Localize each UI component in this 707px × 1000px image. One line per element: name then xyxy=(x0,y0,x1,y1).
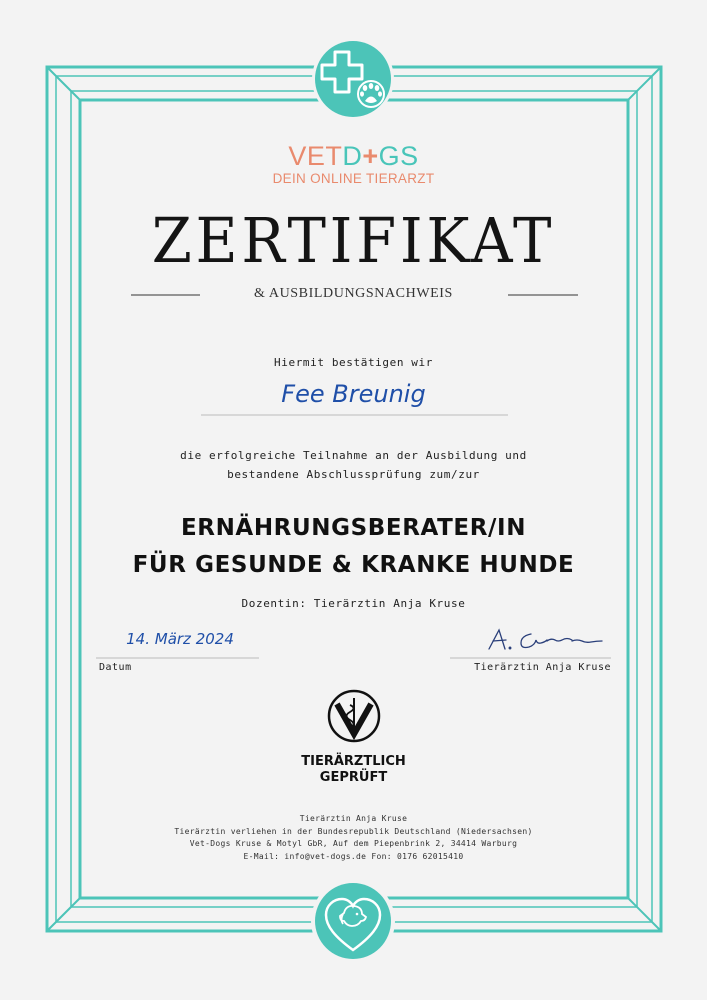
confirm-text: Hiermit bestätigen wir xyxy=(274,356,433,369)
medical-cross-icon xyxy=(312,38,394,120)
seal-line-2: GEPRÜFT xyxy=(319,770,388,785)
footer-line-2: Tierärztin verliehen in der Bundesrepublik Deutschland (Niedersachsen) xyxy=(174,826,533,836)
footer-line-1: Tierärztin Anja Kruse xyxy=(299,814,408,823)
participation-line-1: die erfolgreiche Teilnahme an der Ausbildung und xyxy=(180,449,527,462)
dog-heart-icon xyxy=(311,879,395,963)
signature-drawing xyxy=(489,630,602,649)
brand-name-d: D xyxy=(342,141,363,171)
date-label: Datum xyxy=(99,662,132,673)
course-title xyxy=(0,510,707,584)
participation-text xyxy=(0,446,707,484)
brand-plus-icon: + xyxy=(362,141,379,171)
footer-line-4: E-Mail: info@vet-dogs.de Fon: 0176 62015410 xyxy=(243,851,464,861)
recipient-name: Fee Breunig xyxy=(281,380,426,408)
certificate-title: ZERTIFIKAT xyxy=(151,204,556,277)
signer-label: Tierärztin Anja Kruse xyxy=(474,662,611,673)
brand-logo xyxy=(0,142,707,186)
certificate-subtitle: & AUSBILDUNGSNACHWEIS xyxy=(254,286,453,301)
seal-text xyxy=(0,754,707,786)
participation-line-2: bestandene Abschlussprüfung zum/zur xyxy=(227,468,480,481)
brand-tagline: DEIN ONLINE TIERARZT xyxy=(272,171,435,186)
vet-seal-icon xyxy=(329,691,379,741)
brand-name-gs: GS xyxy=(378,141,419,171)
footer-line-3: Vet-Dogs Kruse & Motyl GbR, Auf dem Piepenbrink 2, 34414 Warburg xyxy=(189,839,518,848)
date-value: 14. März 2024 xyxy=(126,630,234,648)
lecturer-text: Dozentin: Tierärztin Anja Kruse xyxy=(241,597,466,610)
course-line-1: ERNÄHRUNGSBERATER/IN xyxy=(180,515,527,541)
seal-line-1: TIERÄRZTLICH xyxy=(301,754,406,769)
course-line-2: FÜR GESUNDE & KRANKE HUNDE xyxy=(132,552,575,578)
paw-icon xyxy=(358,81,384,107)
footer-info xyxy=(0,813,707,863)
brand-name-vet: VET xyxy=(288,141,343,171)
